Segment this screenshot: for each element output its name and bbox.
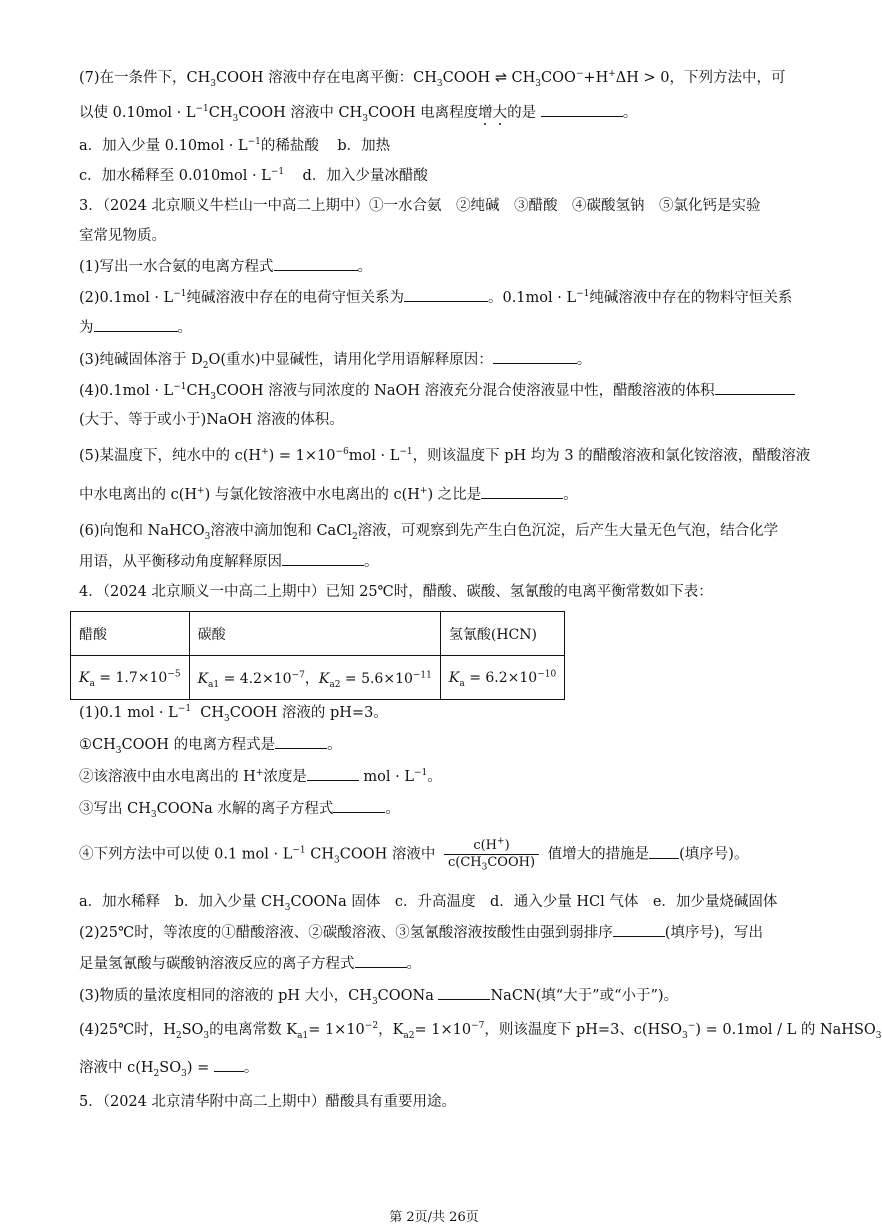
answer-blank[interactable]: [214, 1057, 244, 1072]
answer-blank[interactable]: [438, 985, 490, 1000]
q3-part3: (3)纯碱固体溶于 $D_2O$(重水)中显碱性，请用化学用语解释原因： 。: [79, 349, 791, 370]
q3-part2-line2: 为 。: [79, 317, 791, 338]
answer-blank[interactable]: [275, 734, 327, 749]
table-cell: $K_{a1} = 4.2\times 10^{-7}$，$K_{a2} = 5.6\times 10^{-11}$: [189, 656, 440, 700]
q3-part1: (1)写出一水合氨的电离方程式 。: [79, 256, 791, 277]
concentration-ratio-fraction: $\frac{c(H^+)}{c(CH_3COOH)}$: [444, 838, 539, 871]
q3-part5-line1: (5)某温度下，纯水中的 $c(H^+) = 1\times 10^{-6}mol \cdot L^{-1}$，则该温度下 pH 均为 3 的醋酸溶液和氯化铵溶液，醋酸溶液: [79, 447, 811, 464]
answer-blank[interactable]: [715, 380, 795, 395]
q4-sub2-line1: (2)25℃时，等浓度的①醋酸溶液、②碳酸溶液、③氢氰酸溶液按酸性由强到弱排序 (填序号)，写出: [79, 922, 791, 943]
ionization-constants-table: [70, 611, 565, 700]
q3-intro-line1: 3．（2024 北京顺义牛栏山一中高二上期中）①一水合氨 ②纯碱 ③醋酸 ④碳酸氢钠 ⑤氯化钙是实验: [79, 198, 761, 214]
answer-blank[interactable]: [649, 844, 679, 859]
q4-sub1-item2: ②该溶液中由水电离出的 H+浓度是 mol · $L^{-1}$。: [79, 766, 791, 787]
q4-sub2-line2: 足量氢氰酸与碳酸钠溶液反应的离子方程式 。: [79, 953, 791, 974]
table-row: [71, 656, 565, 700]
q7-stem-line1: (7)在一条件下，$CH_3COOH$ 溶液中存在电离平衡：$CH_3COOH$ ⇌ $CH_3COO^-+H^+\Delta H > 0$，下列方法中，可: [79, 69, 786, 89]
q3-part4-line2: (大于、等于或小于)NaOH 溶液的体积。: [79, 412, 344, 428]
table-header-cell: 氢氰酸(HCN): [440, 612, 564, 656]
answer-blank[interactable]: [493, 349, 577, 364]
q4-sub1-item4: ④下列方法中可以使 0.1 mol · $L^{-1}$ $CH_3COOH$ 溶液中 $\frac{c(H^+)}{c(CH_3COOH)}$ 值增大的措施是 (填序号)。: [79, 836, 749, 873]
q7-stem-line2: 以使 $0.10mol \cdot L^{-1}CH_3COOH$ 溶液中 $CH_3COOH$ 电离程度增大的是 。: [79, 102, 791, 123]
q4-sub1-item1: $①CH_3COOH$ 的电离方程式是 。: [79, 734, 791, 755]
q4-sub3: (3)物质的量浓度相同的溶液的 pH 大小，$CH_3COONa$ NaCN(填“大于”或“小于”)。: [79, 985, 791, 1006]
q4-sub1-item3: ③写出 $CH_3COONa$ 水解的离子方程式 。: [79, 798, 791, 819]
table-cell: $K_a = 6.2\times 10^{-10}$: [440, 656, 564, 700]
q3-part4-line1: $(4)0.1mol \cdot L^{-1}CH_3COOH$ 溶液与同浓度的 NaOH 溶液充分混合使溶液显中性，醋酸溶液的体积: [79, 380, 791, 401]
q7-options-ab: a．加入少量 $0.10mol \cdot L^{-1}$的稀盐酸 b．加热: [79, 137, 391, 154]
answer-blank[interactable]: [307, 766, 359, 781]
answer-blank[interactable]: [274, 256, 358, 271]
q4-sub1: (1)0.1 mol · $L^{-1}$ $CH_3COOH$ 溶液的 pH=3。: [79, 704, 388, 724]
answer-blank[interactable]: [355, 953, 407, 968]
answer-blank[interactable]: [404, 287, 488, 302]
q4-sub1-options: a．加水稀释 b．加入少量 $CH_3COONa$ 固体 c．升高温度 d．通入少量 HCl 气体 e．加少量烧碱固体: [79, 894, 778, 913]
table-header-cell: 碳酸: [189, 612, 440, 656]
equilibrium-arrow-icon: ⇌: [494, 70, 507, 86]
q4-sub4-line1: (4)25℃时，$H_2SO_3$的电离常数 $K_{a1}= 1\times 10^{-2}$，$K_{a2}= 1\times 10^{-7}$，则该温度下 pH=3、$c(HSO_3^-) = 0.1mol / L$ 的 NaHSO$_3$: [79, 1021, 882, 1041]
q3-part6-line1: (6)向饱和 NaHCO$_3$溶液中滴加饱和 CaCl$_2$溶液，可观察到先产生白色沉淀，后产生大量无色气泡，结合化学: [79, 523, 779, 542]
q7-options-cd: c．加水稀释至 $0.010mol \cdot L^{-1}$ d．加入少量冰醋酸: [79, 167, 428, 184]
q3-part6-line2: 用语，从平衡移动角度解释原因 。: [79, 551, 791, 572]
answer-blank[interactable]: [541, 102, 623, 117]
q3-intro-line2: 室常见物质。: [79, 228, 166, 244]
table-cell: $K_a = 1.7\times 10^{-5}$: [71, 656, 190, 700]
q3-part5-line2: 中水电离出的 c(H+) 与氯化铵溶液中水电离出的 c(H+) 之比是 。: [79, 484, 791, 505]
q5-intro: 5．（2024 北京清华附中高二上期中）醋酸具有重要用途。: [79, 1094, 456, 1110]
q3-part2-line1: $(2)0.1mol \cdot L^{-1}$纯碱溶液中存在的电荷守恒关系为 。$0.1mol \cdot L^{-1}$纯碱溶液中存在的物料守恒关系: [79, 287, 791, 308]
table-row: [71, 612, 565, 656]
answer-blank[interactable]: [282, 551, 364, 566]
answer-blank[interactable]: [333, 798, 385, 813]
q4-intro: 4．（2024 北京顺义一中高二上期中）已知 25℃时，醋酸、碳酸、氢氰酸的电离平衡常数如下表：: [79, 584, 713, 600]
answer-blank[interactable]: [613, 922, 665, 937]
q4-sub4-line2: 溶液中 $c(H_2SO_3)$ = 。: [79, 1057, 791, 1078]
answer-blank[interactable]: [94, 317, 178, 332]
table-header-cell: 醋酸: [71, 612, 190, 656]
answer-blank[interactable]: [481, 484, 563, 499]
page-footer: 第 2页/共 26页: [389, 1210, 479, 1225]
